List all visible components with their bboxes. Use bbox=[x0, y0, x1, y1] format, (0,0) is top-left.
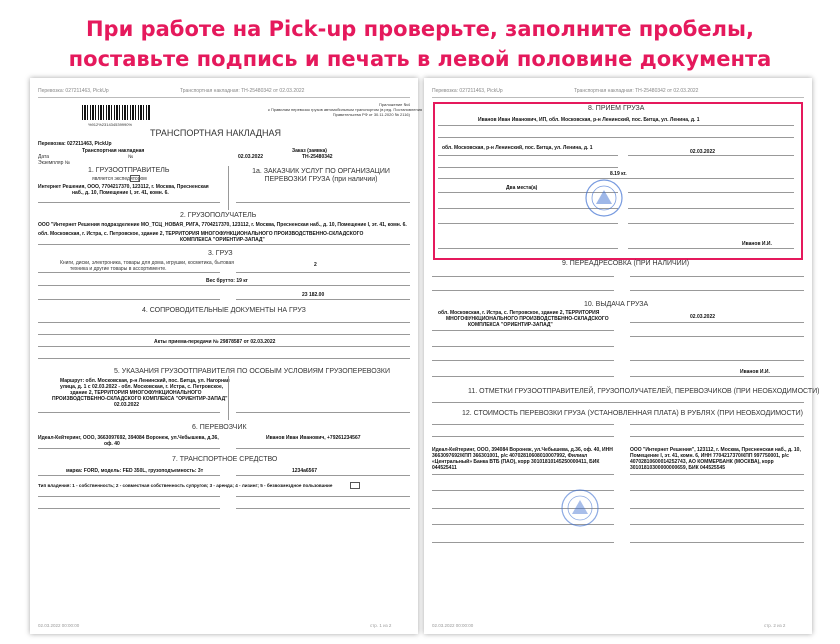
section-5-title: 5. УКАЗАНИЯ ГРУЗООТПРАВИТЕЛЯ ПО ОСОБЫМ УСЛОВИЯМ ГРУЗОПЕРЕВОЗКИ bbox=[114, 368, 391, 375]
consignee-name: ООО "Интернет Решения подразделение МО_ТСЦ_НОВАЯ_РИГА, 7704217370, 123112, г. Москва, Пресненская наб., д. 10, Помещение I, эт. 41, комн. 6. bbox=[38, 222, 407, 228]
receipt-address: обл. Московская, р-н Ленинский, пос. Битца, ул. Ленина, д. 1 bbox=[442, 145, 593, 151]
receipt-places: Два места(а) bbox=[506, 185, 538, 191]
vehicle-model: марка: FORD, модель: FED 350L, грузоподъемность: 3т bbox=[66, 468, 204, 474]
payer-customer-3: 40702810600014252743, АО КОММЕРБАНК (МОСКВА), корр bbox=[630, 459, 774, 465]
issue-date: 02.03.2022 bbox=[690, 314, 716, 320]
carrier-line-2: оф. 40 bbox=[104, 441, 120, 447]
payer-carrier-3: «Центральный» Банка ВТБ (ПАО), корр 30101810145250000411, БИК bbox=[432, 459, 600, 465]
payer-customer-4: 30101810300000000659, БИК 044525545 bbox=[630, 465, 726, 471]
payer-carrier-4: 044525411 bbox=[432, 465, 457, 471]
order-number: ТН-25480342 bbox=[302, 154, 333, 160]
shipper-line-1: Интернет Решения, ООО, 7704217370, 123112, г. Москва, Пресненская bbox=[38, 184, 209, 190]
document-page-2 bbox=[424, 78, 820, 634]
instruction-headline bbox=[0, 14, 840, 74]
cargo-places: 2 bbox=[314, 262, 317, 268]
barcode-number: %912%231434539990% bbox=[88, 122, 133, 127]
payer-carrier-1: Идеал-Кейтеринг, ООО, 394084 Воронеж, ул.Чебышева, д.36, оф. 40, ИНН bbox=[432, 447, 613, 453]
date-label: Дата bbox=[38, 154, 50, 160]
section-2-title: 2. ГРУЗОПОЛУЧАТЕЛЬ bbox=[180, 212, 257, 219]
payer-carrier-2: 3663097692/КПП 366301001, р/с 40702810608010007992, Филиал bbox=[432, 453, 588, 459]
section-4-title: 4. СОПРОВОДИТЕЛЬНЫЕ ДОКУМЕНТЫ НА ГРУЗ bbox=[142, 307, 306, 314]
headline-line-2: поставьте подпись и печать в левой половине документа bbox=[68, 47, 772, 71]
forwarder-checkbox[interactable] bbox=[130, 175, 140, 182]
cargo-weight: Вес брутто: 19 кг bbox=[206, 278, 248, 284]
carrier-stamp bbox=[560, 488, 600, 528]
shipment-id: Перевозка: 027211463, PickUp bbox=[38, 141, 112, 147]
section-1-title: 1. ГРУЗООТПРАВИТЕЛЬ bbox=[88, 167, 170, 174]
number-label: № bbox=[128, 154, 134, 160]
shipper-line-2: наб., д. 10, Помещение I, эт. 41, комн. 6. bbox=[72, 190, 169, 196]
section-12-title: 12. СТОИМОСТЬ ПЕРЕВОЗКИ ГРУЗА (УСТАНОВЛЕННАЯ ПЛАТА) В РУБЛЯХ (ПРИ НЕОБХОДИМОСТИ) bbox=[462, 410, 803, 417]
section-3-title: 3. ГРУЗ bbox=[208, 250, 233, 257]
page-header-shipment: Перевозка: 027211463, PickUp bbox=[432, 88, 503, 94]
page-footer-date: 02.03.2022 00:00:00 bbox=[432, 623, 474, 628]
route-2: улица, д. 1 с 02.03.2022 - обл. Московская, г. Истра, с. Петровское, bbox=[60, 384, 224, 390]
section-10-title: 10. ВЫДАЧА ГРУЗА bbox=[584, 301, 649, 308]
page-header-shipment: Перевозка: 027211463, PickUp bbox=[38, 88, 109, 94]
copy-label: Экземпляр № bbox=[38, 160, 71, 166]
receiver-name: Иванов Иван Иванович, ИП, обл. Московская, р-н Ленинский, пос. Битца, ул. Ленина, д. 1 bbox=[478, 117, 700, 123]
route-4: ПРОИЗВОДСТВЕННО-СКЛАДСКОГО КОМПЛЕКСА "ОРИЕНТИР-ЗАПАД" bbox=[52, 396, 228, 402]
consignee-address-1: обл. Московская, г. Истра, с. Петровское, здание 2, ТЕРРИТОРИЯ МНОГОФУНКЦИОНАЛЬНОГО ПРОИЗВОДСТВЕННО-СКЛАДСКОГО bbox=[38, 231, 364, 237]
cargo-value: 23 182.00 bbox=[302, 292, 325, 298]
page-header-waybill: Транспортная накладная: ТН-25480342 от 02.03.2022 bbox=[180, 88, 305, 94]
cargo-desc-2: техника и другие товары в ассортименте. bbox=[70, 266, 167, 272]
section-7-title: 7. ТРАНСПОРТНОЕ СРЕДСТВО bbox=[172, 456, 278, 463]
page-header-waybill: Транспортная накладная: ТН-25480342 от 02.03.2022 bbox=[574, 88, 699, 94]
page-footer-number: стр. 2 из 2 bbox=[764, 623, 786, 628]
headline-line-1: При работе на Pick-up проверьте, заполните пробелы, bbox=[85, 17, 755, 41]
order-label: Заказ (заявка) bbox=[292, 148, 327, 154]
barcode bbox=[82, 105, 150, 120]
section-9-title: 9. ПЕРЕАДРЕСОВКА (ПРИ НАЛИЧИИ) bbox=[562, 260, 690, 267]
company-stamp bbox=[584, 178, 624, 218]
payer-customer-2: Помещение I, эт. 41, комн. 6, ИНН 7704217370/КПП 997750001, р/с bbox=[630, 453, 789, 459]
section-6-title: 6. ПЕРЕВОЗЧИК bbox=[192, 424, 247, 431]
route-5: 02.03.2022 bbox=[114, 402, 140, 408]
page-footer-number: стр. 1 из 2 bbox=[370, 623, 392, 628]
payer-customer-1: ООО "Интернет Решения", 123112, г. Москва, Пресненская наб., д. 10, bbox=[630, 447, 801, 453]
receipt-weight: 8.19 кг. bbox=[610, 171, 627, 177]
receipt-date: 02.03.2022 bbox=[690, 149, 716, 155]
driver-name: Иванов Иван Иванович, +79261234567 bbox=[266, 435, 361, 441]
route-1: Маршрут: обл. Московская, р-н Ленинский, пос. Битца, ул. Нагорная bbox=[60, 378, 230, 384]
appendix-note: Приложение №4 к Правилам перевозок грузов автомобильным транспортом (в ред. Постановления Правительства РФ от 30.11.2020 № 2116) bbox=[268, 102, 423, 117]
forwarder-note: является экспедитором bbox=[92, 176, 147, 182]
issue-address-2: МНОГОФУНКЦИОНАЛЬНОГО ПРОИЗВОДСТВЕННО-СКЛАДСКОГО bbox=[446, 316, 609, 322]
order-date: 02.03.2022 bbox=[238, 154, 264, 160]
document-title: ТРАНСПОРТНАЯ НАКЛАДНАЯ bbox=[150, 128, 282, 138]
section-11-title: 11. ОТМЕТКИ ГРУЗООТПРАВИТЕЛЕЙ, ГРУЗОПОЛУЧАТЕЛЕЙ, ПЕРЕВОЗЧИКОВ (ПРИ НЕОБХОДИМОСТИ) bbox=[468, 388, 820, 395]
vehicle-plate: 1234а6567 bbox=[292, 468, 318, 474]
section-1a-title: 1а. ЗАКАЗЧИК УСЛУГ ПО ОРГАНИЗАЦИИ ПЕРЕВОЗКИ ГРУЗА (при наличии) bbox=[252, 168, 390, 183]
ownership-type: Тип владения: 1 - собственность; 2 - совместная собственность супругов; 3 - аренда; 4 - лизинг; 5 - безвозмездное пользование bbox=[38, 483, 333, 488]
issue-address-3: КОМПЛЕКСА "ОРИЕНТИР-ЗАПАД" bbox=[468, 322, 553, 328]
consignee-address-2: КОМПЛЕКСА "ОРИЕНТИР-ЗАПАД" bbox=[180, 237, 265, 243]
receipt-signer: Иванов И.И. bbox=[742, 241, 772, 247]
cargo-desc-1: Книги, диски, электроника, товары для дома, игрушки, косметика, бытовая bbox=[60, 260, 234, 266]
issue-address-1: обл. Московская, г. Истра, с. Петровское, здание 2, ТЕРРИТОРИЯ bbox=[438, 310, 600, 316]
ownership-checkbox[interactable] bbox=[350, 482, 360, 489]
issue-signer: Иванов И.И. bbox=[740, 369, 770, 375]
section-8-title: 8. ПРИЕМ ГРУЗА bbox=[588, 105, 645, 112]
page-footer-date: 02.03.2022 00:00:00 bbox=[38, 623, 80, 628]
waybill-label: Транспортная накладная bbox=[82, 148, 145, 154]
document-page-1 bbox=[30, 78, 423, 634]
acceptance-act: Акты приема-передачи № 29878587 от 02.03.2022 bbox=[154, 339, 276, 345]
carrier-line-1: Идеал-Кейтеринг, ООО, 3663097692, 394084 Воронеж, ул.Чебышева, д.36, bbox=[38, 435, 219, 441]
route-3: здание 2, ТЕРРИТОРИЯ МНОГОФУНКЦИОНАЛЬНОГО bbox=[70, 390, 202, 396]
